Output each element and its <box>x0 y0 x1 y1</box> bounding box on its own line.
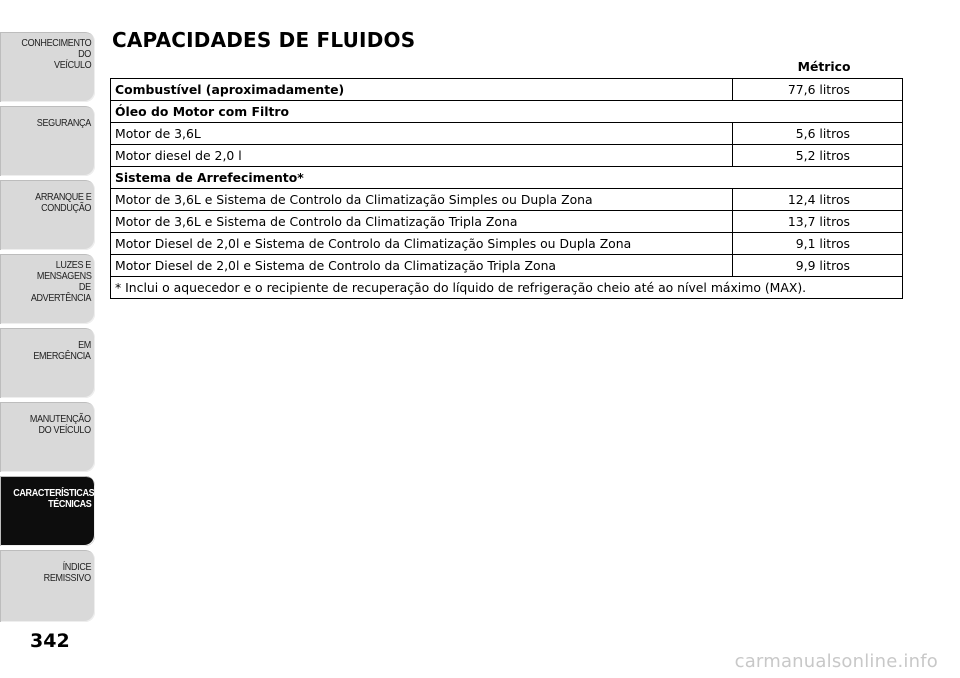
row-label: Motor de 3,6L e Sistema de Controlo da Climatização Tripla Zona <box>111 210 733 232</box>
row-value: 12,4 litros <box>733 188 903 210</box>
table-row <box>111 210 903 232</box>
sidebar-tab-label: DE <box>79 281 91 293</box>
sidebar-tab-label: EMERGÊNCIA <box>33 350 91 362</box>
row-label: Motor Diesel de 2,0l e Sistema de Controlo da Climatização Tripla Zona <box>111 254 733 276</box>
column-header-metric: Métrico <box>733 56 903 78</box>
page-number: 342 <box>30 630 70 652</box>
sidebar-tab-em-emergência[interactable] <box>0 328 95 398</box>
sidebar-tab-label: LUZES E <box>55 259 91 271</box>
row-label: Motor de 3,6L e Sistema de Controlo da Climatização Simples ou Dupla Zona <box>111 188 733 210</box>
main-content <box>110 28 905 299</box>
row-value: 13,7 litros <box>733 210 903 232</box>
sidebar-tab-label: TÉCNICAS <box>47 498 91 510</box>
row-label: Motor Diesel de 2,0l e Sistema de Controlo da Climatização Simples ou Dupla Zona <box>111 232 733 254</box>
row-value: 9,1 litros <box>733 232 903 254</box>
row-label: Motor diesel de 2,0 l <box>111 144 733 166</box>
table-row <box>111 232 903 254</box>
row-label: Combustível (aproximadamente) <box>111 78 733 100</box>
header-spacer <box>111 56 733 78</box>
section-row-label: Sistema de Arrefecimento* <box>111 166 903 188</box>
section-title: CAPACIDADES DE FLUIDOS <box>112 28 416 52</box>
table-row <box>111 166 903 188</box>
sidebar-tab-label: SEGURANÇA <box>36 117 91 129</box>
row-label: Motor de 3,6L <box>111 122 733 144</box>
sidebar-tab-índice-remissivo[interactable] <box>0 550 95 622</box>
row-value: 5,6 litros <box>733 122 903 144</box>
sidebar-tab-label: CARACTERÍSTICAS <box>13 487 95 499</box>
table-footnote: * Inclui o aquecedor e o recipiente de recuperação do líquido de refrigeração cheio até ao nível máximo (MAX). <box>111 276 903 298</box>
sidebar-tab-label: ÍNDICE <box>62 561 91 573</box>
sidebar-tab-segurança[interactable] <box>0 106 95 176</box>
sidebar-tab-label: ARRANQUE E <box>34 191 91 203</box>
sidebar-tab-label: VEÍCULO <box>53 59 91 71</box>
table-header-row <box>111 56 903 78</box>
sidebar-tab-label: REMISSIVO <box>43 572 91 584</box>
table-row <box>111 254 903 276</box>
sidebar-tab-luzes-e-mensagens-de-advertência[interactable] <box>0 254 95 324</box>
section-row-label: Óleo do Motor com Filtro <box>111 100 903 122</box>
table-row <box>111 122 903 144</box>
table-row <box>111 78 903 100</box>
sidebar-tab-características-técnicas[interactable] <box>0 476 95 546</box>
sidebar-tab-label: EM <box>78 339 91 351</box>
sidebar-tab-manutenção-do-veículo[interactable] <box>0 402 95 472</box>
sidebar-tab-conhecimento-do-veículo[interactable] <box>0 32 95 102</box>
table-row <box>111 188 903 210</box>
sidebar-tab-label: DO <box>78 48 91 60</box>
row-value: 9,9 litros <box>733 254 903 276</box>
sidebar-tab-label: DO VEÍCULO <box>38 424 91 436</box>
fluid-capacities-table <box>110 56 903 299</box>
table-footnote-row <box>111 276 903 298</box>
sidebar-tab-label: MANUTENÇÃO <box>30 413 91 425</box>
sidebar-tab-label: ADVERTÊNCIA <box>30 292 91 304</box>
row-value: 77,6 litros <box>733 78 903 100</box>
sidebar-tab-label: MENSAGENS <box>36 270 91 282</box>
table-row <box>111 100 903 122</box>
sidebar-tab-arranque-e-condução[interactable] <box>0 180 95 250</box>
row-value: 5,2 litros <box>733 144 903 166</box>
table-row <box>111 144 903 166</box>
sidebar-tab-label: CONDUÇÃO <box>41 202 91 214</box>
watermark: carmanualsonline.info <box>734 651 938 672</box>
sidebar-tab-label: CONHECIMENTO <box>21 37 91 49</box>
